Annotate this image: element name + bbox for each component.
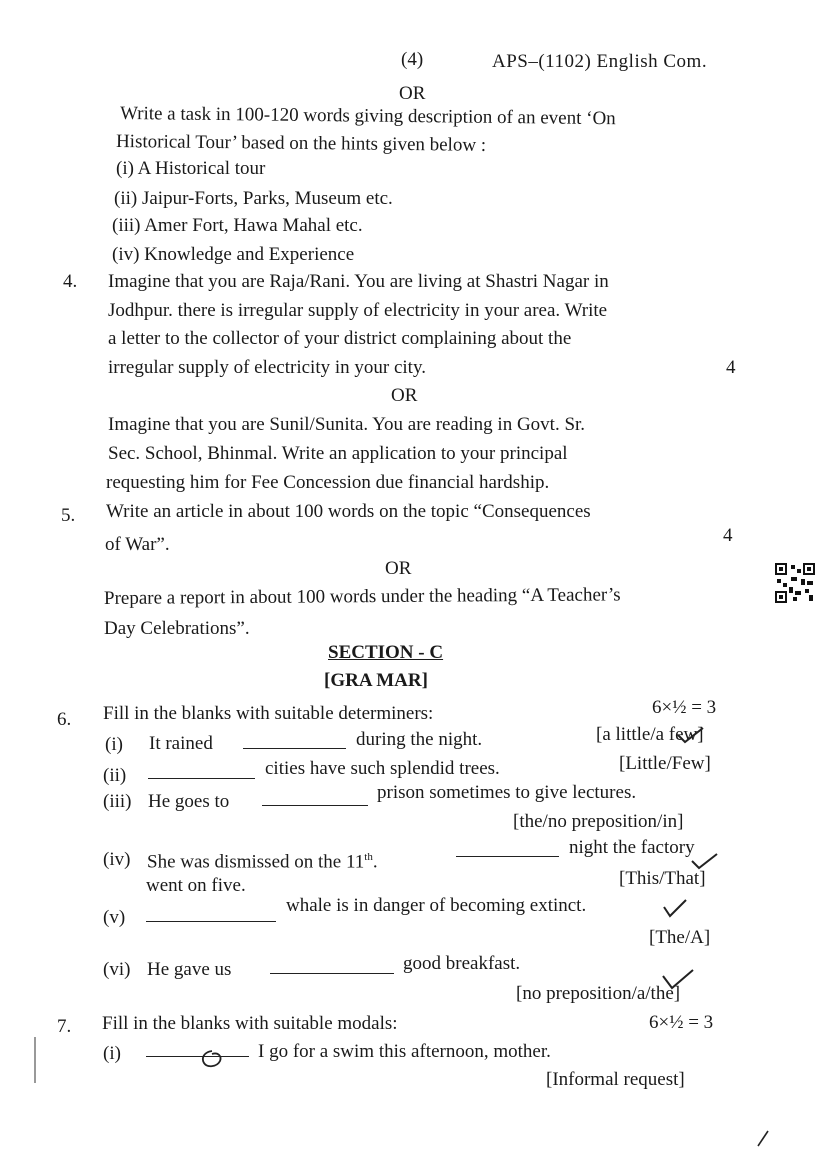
q5-line: of War”. (105, 534, 170, 555)
item-options: [a little/a few] (596, 724, 704, 745)
item-options: [Little/Few] (619, 753, 711, 774)
handwritten-circle-icon (198, 1048, 226, 1070)
item-text-before: It rained (149, 733, 213, 754)
page-number: (4) (401, 49, 424, 70)
answer-blank[interactable] (262, 791, 368, 806)
section-subtitle: [GRA MAR] (324, 670, 428, 691)
q4-alt-line: requesting him for Fee Concession due financial hardship. (106, 472, 550, 493)
answer-blank[interactable] (148, 764, 255, 779)
hint-item: (ii) Jaipur-Forts, Parks, Museum etc. (114, 188, 393, 209)
question-number-7: 7. (57, 1016, 72, 1037)
margin-line-icon (30, 1035, 40, 1085)
q4-marks: 4 (726, 357, 736, 378)
q5-alt-line: Prepare a report in about 100 words under the heading “A Teacher’s (103, 584, 621, 609)
item-text-before: He gave us (147, 959, 232, 980)
q7-prompt: Fill in the blanks with suitable modals: (102, 1013, 398, 1034)
hint-item: (iii) Amer Fort, Hawa Mahal etc. (112, 215, 363, 236)
paper-code: APS–(1102) English Com. (492, 51, 708, 72)
item-options: [no preposition/a/the] (516, 983, 681, 1004)
tick-mark-icon (676, 726, 706, 746)
item-label: (v) (103, 907, 126, 928)
item-text-after: good breakfast. (403, 953, 521, 974)
pen-mark-icon (755, 1128, 771, 1148)
qr-code-icon (775, 563, 815, 603)
answer-blank[interactable] (456, 842, 559, 857)
q4-alt-line: Sec. School, Bhinmal. Write an application to your principal (108, 443, 568, 464)
or-label: OR (399, 83, 426, 104)
q3-alt-line-2: Historical Tour’ based on the hints given below : (115, 131, 487, 156)
q4-line: Jodhpur. there is irregular supply of electricity in your area. Write (108, 300, 608, 321)
item-options: [the/no preposition/in] (513, 811, 684, 832)
q5-alt-line: Day Celebrations”. (104, 618, 250, 639)
q4-line: irregular supply of electricity in your city. (108, 357, 426, 378)
tick-mark-icon (662, 897, 688, 919)
hint-item: (iv) Knowledge and Experience (112, 244, 355, 265)
question-number-4: 4. (63, 271, 78, 292)
tick-mark-icon (661, 968, 695, 990)
item-text-after: cities have such splendid trees. (265, 758, 500, 779)
q5-marks: 4 (723, 525, 733, 546)
item-text-after: I go for a swim this afternoon, mother. (258, 1041, 551, 1062)
item-label: (iv) (103, 849, 131, 870)
question-number-6: 6. (57, 709, 72, 730)
item-text-after: whale is in danger of becoming extinct. (286, 895, 587, 916)
q3-alt-line-1: Write a task in 100-120 words giving description of an event ‘On (119, 103, 616, 130)
item-options: [The/A] (649, 927, 711, 948)
item-label: (i) (103, 1043, 121, 1064)
answer-blank[interactable] (146, 907, 276, 922)
q6-prompt: Fill in the blanks with suitable determiners: (103, 703, 434, 724)
q7-marks: 6×½ = 3 (649, 1012, 714, 1033)
item-text-after: during the night. (356, 729, 483, 750)
question-number-5: 5. (61, 505, 76, 526)
item-text-after: night the factory (569, 837, 695, 858)
item-options: [Informal request] (546, 1069, 685, 1090)
hint-item: (i) A Historical tour (116, 158, 266, 179)
q6-marks: 6×½ = 3 (652, 697, 717, 718)
q4-line: a letter to the collector of your district complaining about the (108, 328, 572, 349)
item-text-before: She was dismissed on the 11th. (147, 851, 378, 873)
q4-alt-line: Imagine that you are Sunil/Sunita. You are reading in Govt. Sr. (108, 414, 586, 435)
item-label: (i) (105, 734, 123, 755)
tick-mark-icon (690, 852, 720, 872)
or-label: OR (385, 558, 412, 579)
item-label: (vi) (103, 959, 131, 980)
item-text-before: He goes to (148, 791, 230, 812)
item-label: (iii) (103, 791, 132, 812)
or-label: OR (391, 385, 418, 406)
item-options: [This/That] (619, 868, 706, 889)
section-title: SECTION - C (328, 642, 444, 663)
q5-line: Write an article in about 100 words on the topic “Consequences (106, 501, 591, 522)
item-text-cont: went on five. (146, 875, 246, 896)
item-text-after: prison sometimes to give lectures. (377, 782, 637, 803)
answer-blank[interactable] (270, 959, 394, 974)
item-label: (ii) (103, 765, 127, 786)
answer-blank[interactable] (243, 734, 346, 749)
q4-line: Imagine that you are Raja/Rani. You are living at Shastri Nagar in (108, 271, 609, 292)
